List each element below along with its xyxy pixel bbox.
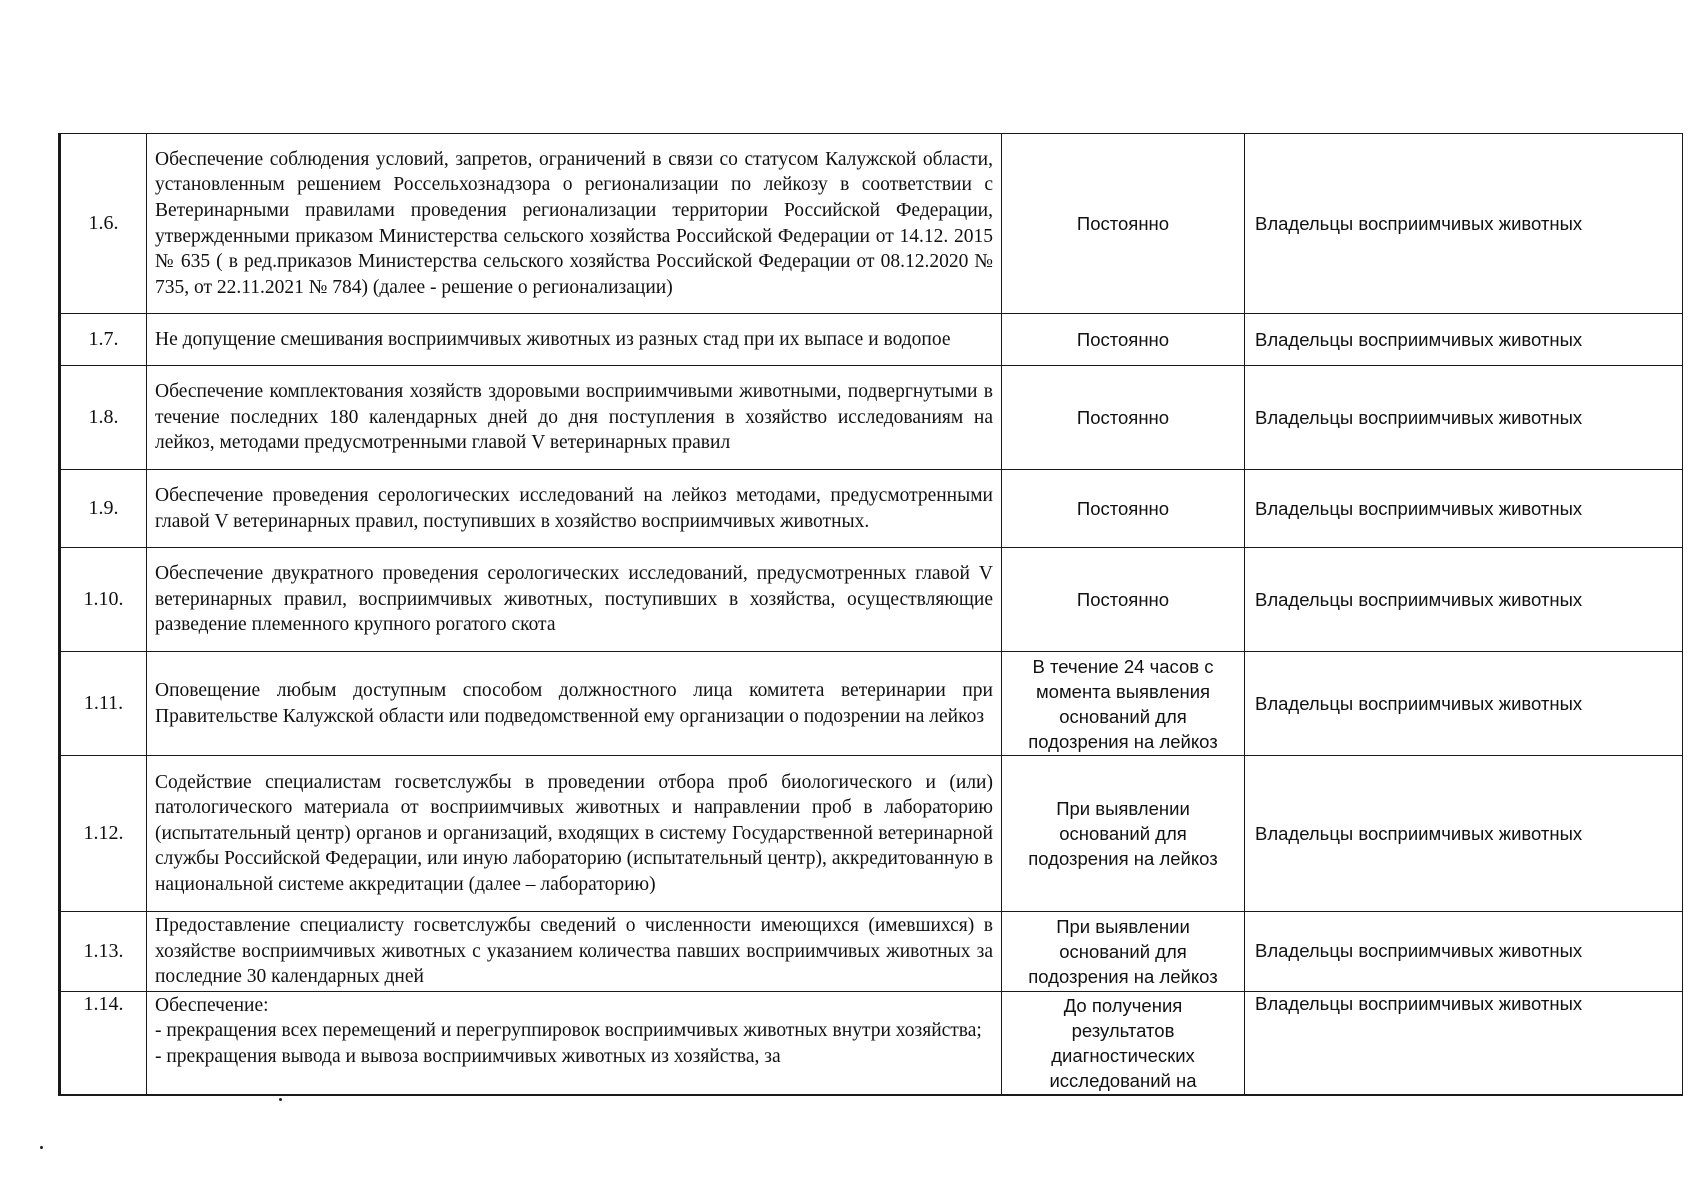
row-number: 1.8. [60,366,147,470]
measure-term: Постоянно [1002,314,1245,366]
measure-executor: Владельцы восприимчивых животных [1245,470,1683,548]
measure-term: При выявлении оснований для подозрения на лейкоз [1002,756,1245,912]
measure-executor: Владельцы восприимчивых животных [1245,756,1683,912]
measure-description: Оповещение любым доступным способом должностного лица комитета ветеринарии при Правительстве Калужской области или подведомственной ему организации о подозрении на лейкоз [147,652,1002,756]
measure-executor: Владельцы восприимчивых животных [1245,314,1683,366]
measure-term: Постоянно [1002,548,1245,652]
measure-executor: Владельцы восприимчивых животных [1245,134,1683,314]
measure-term: При выявлении оснований для подозрения на лейкоз [1002,912,1245,992]
measure-executor: Владельцы восприимчивых животных [1245,548,1683,652]
table-row [60,912,1683,992]
scan-speck [40,1146,43,1149]
row-number: 1.11. [60,652,147,756]
row-number: 1.13. [60,912,147,992]
table-row [60,314,1683,366]
row-number: 1.7. [60,314,147,366]
measures-table [58,133,1683,1096]
row-number: 1.9. [60,470,147,548]
measure-description: Содействие специалистам госветслужбы в проведении отбора проб биологического и (или) патологического материала от восприимчивых животных и направлении проб в лабораторию (испытательный центр) органов и организаций, входящих в систему Государственной ветеринарной службы Российской Федерации, или иную лабораторию (испытательный центр), аккредитованную в национальной системе аккредитации (далее – лабораторию) [147,756,1002,912]
table-row [60,134,1683,314]
row-number: 1.10. [60,548,147,652]
measure-description: Обеспечение двукратного проведения серологических исследований, предусмотренных главой V ветеринарных правил, восприимчивых животных, поступивших в хозяйства, осуществляющие разведение племенного крупного рогатого скота [147,548,1002,652]
description-line: - прекращения всех перемещений и перегруппировок восприимчивых животных внутри хозяйства; [155,1020,982,1042]
table-row [60,366,1683,470]
measure-term: До получения результатов диагностических исследований на [1002,991,1245,1095]
measure-executor: Владельцы восприимчивых животных [1245,991,1683,1095]
measure-term: Постоянно [1002,470,1245,548]
measures-table-container [58,133,1681,1096]
description-line: - прекращения вывода и вывоза восприимчивых животных из хозяйства, за [155,1045,781,1067]
measure-description: Обеспечение проведения серологических исследований на лейкоз методами, предусмотренными главой V ветеринарных правил, поступивших в хозяйство восприимчивых животных. [147,470,1002,548]
scan-speck [279,1098,282,1101]
table-row [60,756,1683,912]
row-number: 1.14. [60,991,147,1095]
measure-executor: Владельцы восприимчивых животных [1245,366,1683,470]
row-number: 1.6. [60,134,147,314]
measure-term: В течение 24 часов с момента выявления оснований для подозрения на лейкоз [1002,652,1245,756]
measure-description: Обеспечение комплектования хозяйств здоровыми восприимчивыми животными, подвергнутыми в течение последних 180 календарных дней до дня поступления в хозяйство исследованиям на лейкоз, методами предусмотренными главой V ветеринарных правил [147,366,1002,470]
description-line: Обеспечение: [155,994,269,1016]
measure-description: Обеспечение соблюдения условий, запретов, ограничений в связи со статусом Калужской области, установленным решением Россельхознадзора о регионализации по лейкозу в соответствии с Ветеринарными правилами проведения регионализации территории Российской Федерации, утвержденными приказом Министерства сельского хозяйства Российской Федерации от 14.12. 2015 № 635 ( в ред.приказов Министерства сельского хозяйства Российской Федерации от 08.12.2020 № 735, от 22.11.2021 № 784) (далее - решение о регионализации) [147,134,1002,314]
table-row [60,548,1683,652]
measure-executor: Владельцы восприимчивых животных [1245,912,1683,992]
table-row [60,991,1683,1095]
row-number: 1.12. [60,756,147,912]
measure-executor: Владельцы восприимчивых животных [1245,652,1683,756]
measure-description [147,991,1002,1095]
measure-description: Не допущение смешивания восприимчивых животных из разных стад при их выпасе и водопое [147,314,1002,366]
measure-term: Постоянно [1002,134,1245,314]
measure-term: Постоянно [1002,366,1245,470]
table-row [60,470,1683,548]
measure-description: Предоставление специалисту госветслужбы сведений о численности имеющихся (имевшихся) в хозяйстве восприимчивых животных с указанием количества павших восприимчивых животных за последние 30 календарных дней [147,912,1002,992]
table-row [60,652,1683,756]
